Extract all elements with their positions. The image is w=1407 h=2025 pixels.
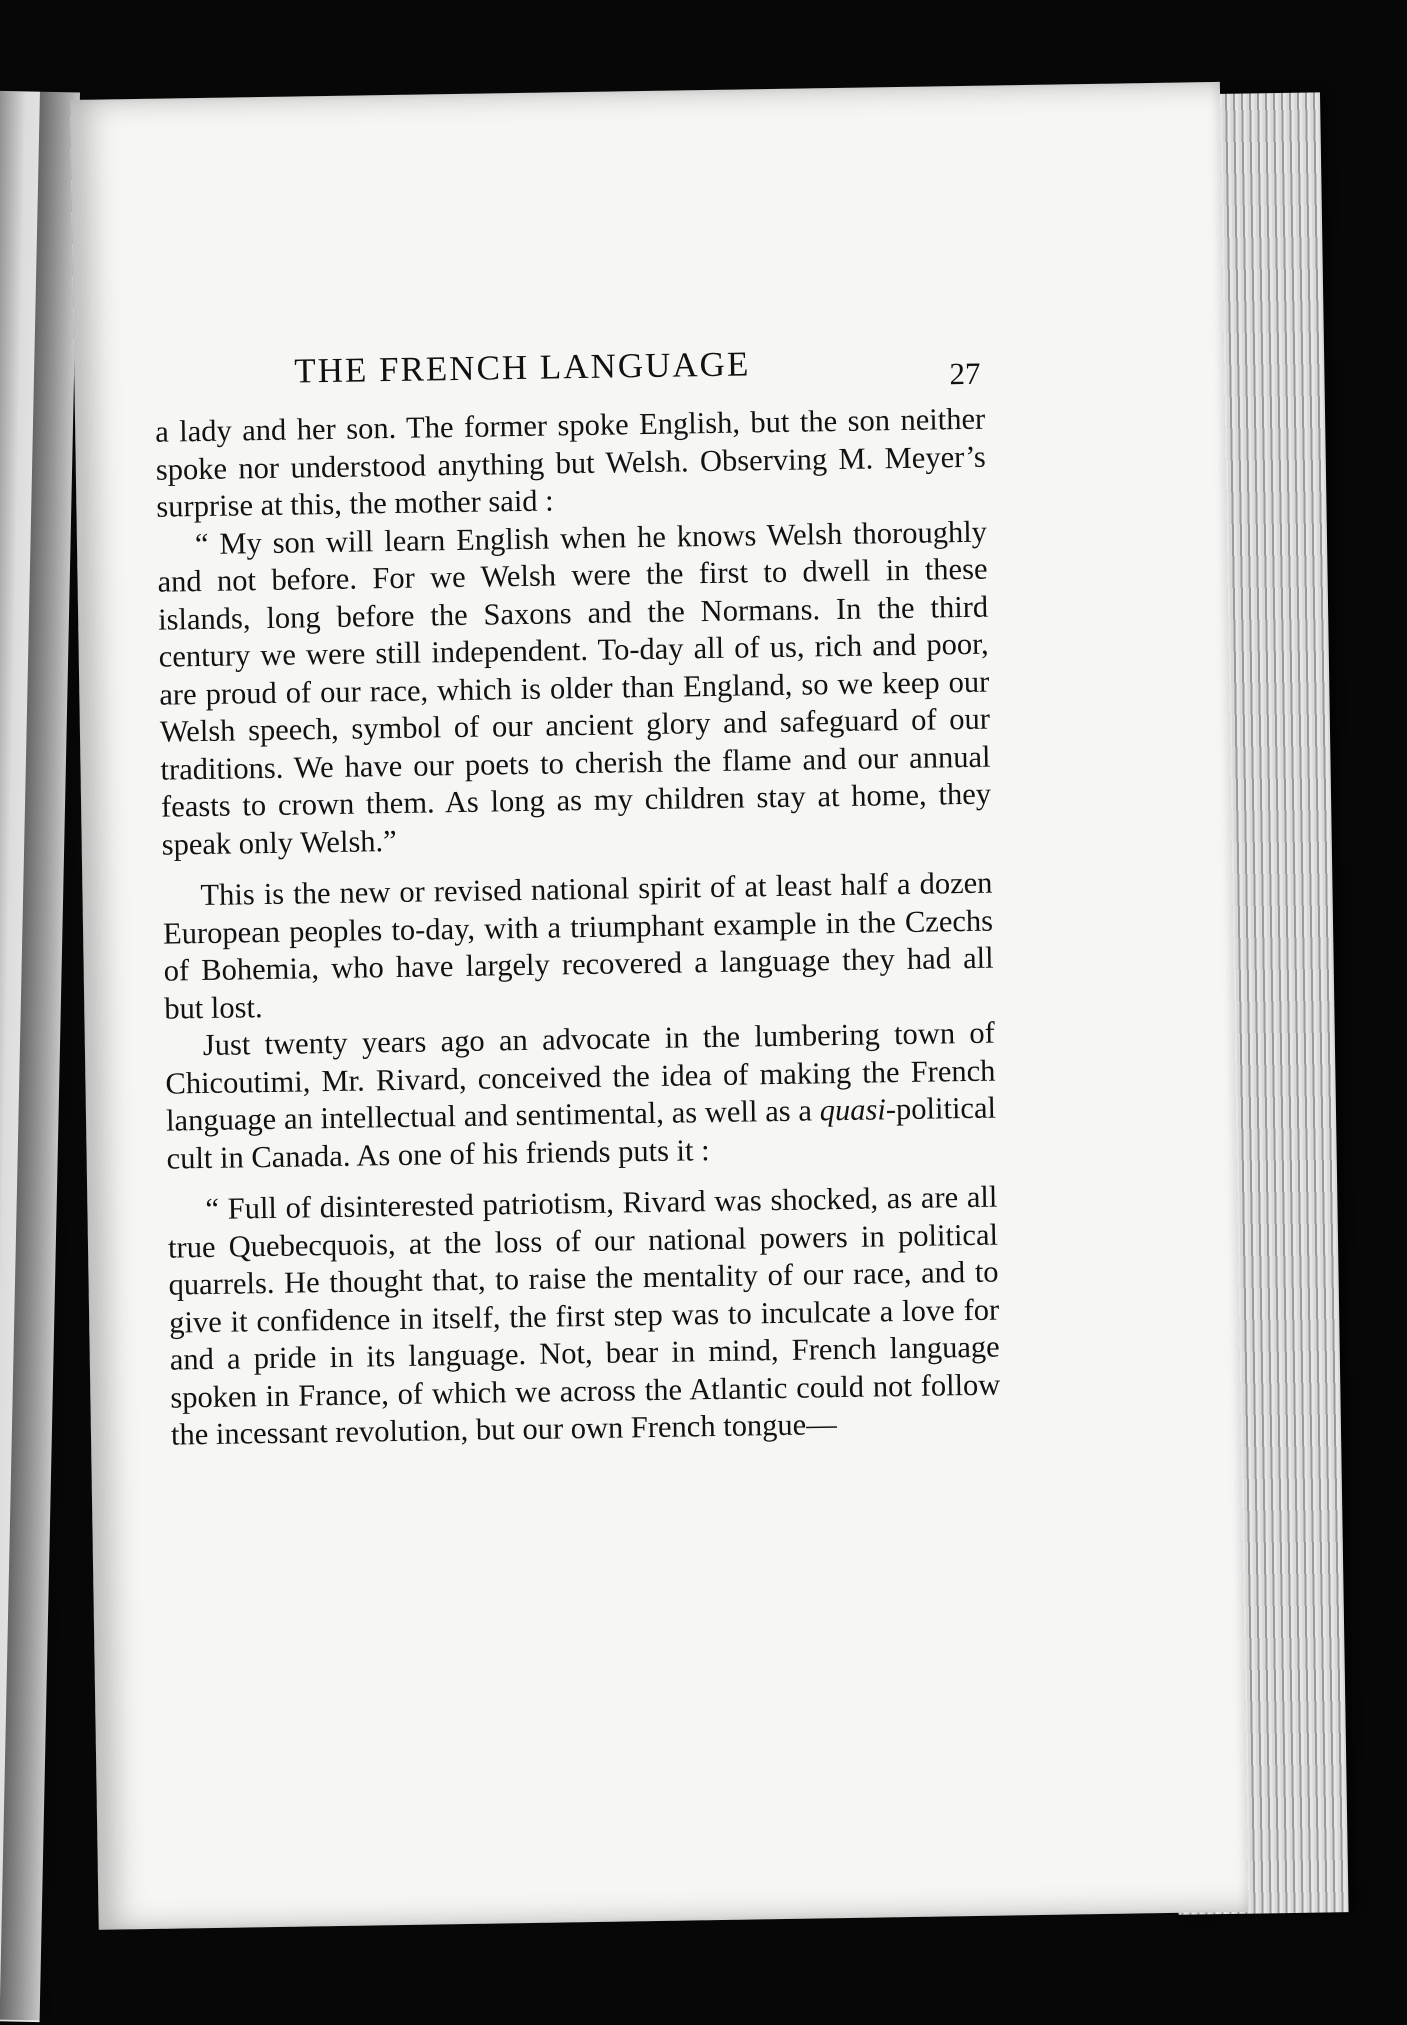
paragraph-welsh-quote: “ My son will learn English when he knows Welsh thoroughly and not before. For we Welsh were the first to dwell in these islands, long before the Saxons and the Normans. In the third century we were still independent. To-day all of us, rich and poor, are proud of our race, which is older than England, so we keep our Welsh speech, symbol of our ancient glory and safeguard of our traditions. We have our poets to cherish the flame and our annual feasts to crown them. As long as my children stay at home, they speak only Welsh.” bbox=[157, 514, 992, 862]
page-body bbox=[155, 401, 1001, 1454]
paragraph-rivard-quote: “ Full of disinterested patriotism, Rivard was shocked, as are all true Quebecquois, at the loss of our national powers in political quarrels. He thought that, to raise the mentality of our race, and to give it confidence in itself, the first step was to inculcate a love for and a pride in its language. Not, bear in mind, French language spoken in France, of which we across the Atlantic could not follow the incessant revolution, but our own French tongue— bbox=[167, 1179, 1001, 1452]
running-head: THE FRENCH LANGUAGE bbox=[293, 344, 751, 391]
paragraph-rivard-after: -political cult in Canada. As one of his friends puts it : bbox=[166, 1090, 997, 1176]
paragraph-national-spirit: This is the new or revised national spirit of at least half a dozen European peoples to-day, with a triumphant example in the Czechs of Bohemia, who have largely recovered a language they had all but lost. bbox=[162, 865, 994, 1026]
paragraph-continuation: a lady and her son. The former spoke English, but the son neither spoke nor understood anything but Welsh. Observing M. Meyer’s surprise at this, the mother said : bbox=[154, 401, 986, 524]
page-number: 27 bbox=[949, 355, 981, 392]
paragraph-rivard-before: Just twenty years ago an advocate in the lumbering town of Chicoutimi, Mr. Rivard, conceived the idea of making the French language an intellectual and sentimental, as well as a bbox=[165, 1015, 996, 1138]
paragraph-rivard-italic: quasi bbox=[819, 1092, 887, 1128]
paragraph-rivard bbox=[165, 1015, 997, 1178]
book-page bbox=[70, 82, 1249, 1930]
